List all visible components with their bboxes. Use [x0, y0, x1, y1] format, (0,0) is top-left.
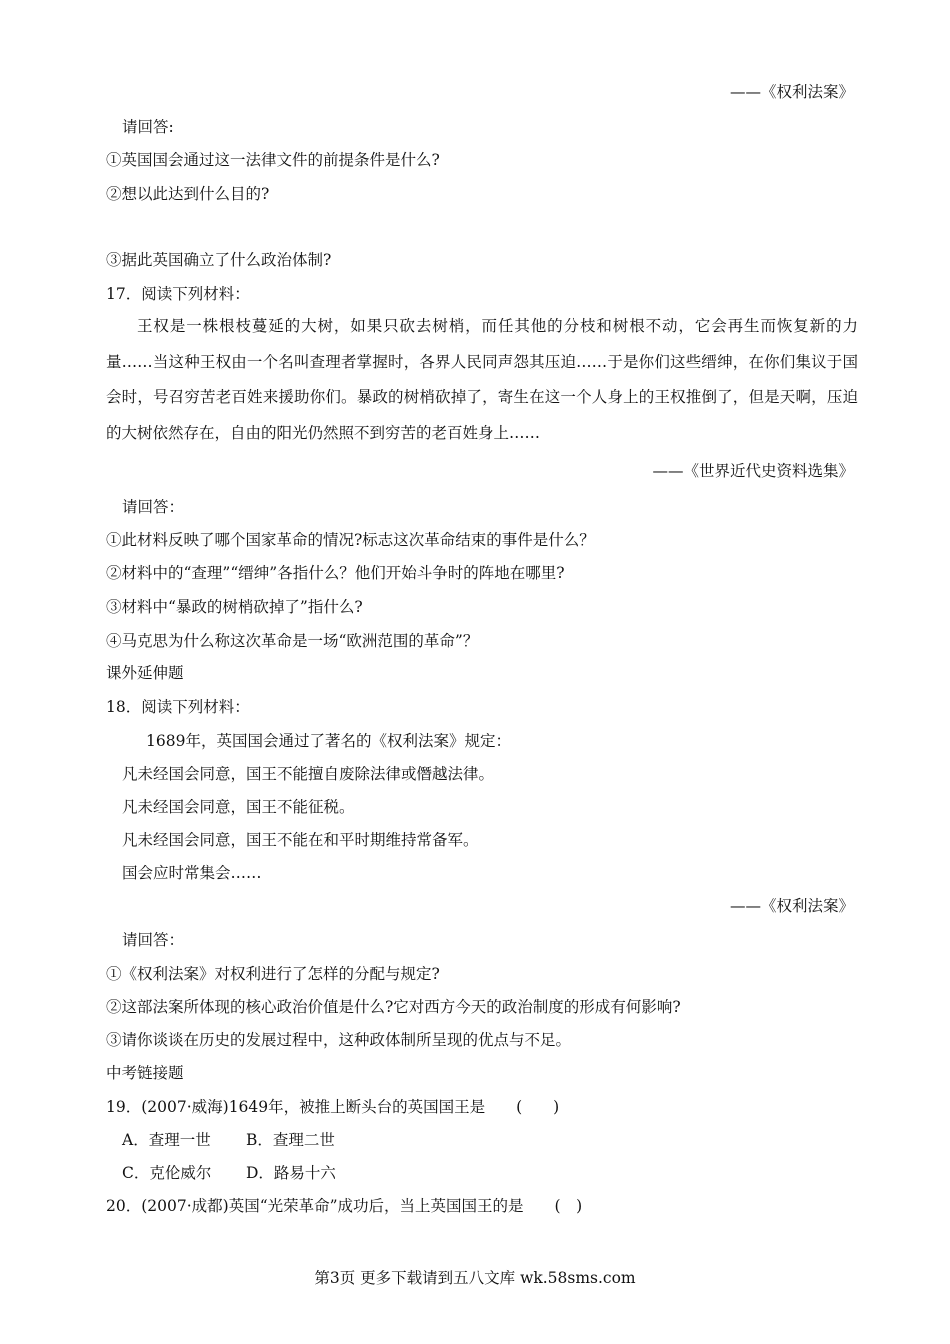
q18-item-3: ③请你谈谈在历史的发展过程中，这种政体制所呈现的优点与不足。 [106, 1031, 572, 1049]
source-citation-1: ——《权利法案》 [729, 83, 854, 101]
q18-line-3: 凡未经国会同意，国王不能征税。 [122, 798, 355, 816]
q17-item-1: ①此材料反映了哪个国家革命的情况?标志这次革命结束的事件是什么？ [106, 531, 595, 549]
q19-option-a: A．查理一世 [122, 1131, 211, 1149]
q16-item-2: ②想以此达到什么目的? [106, 185, 270, 203]
q19-stem: 19．(2007·威海)1649年，被推上断头台的英国国王是 ( ) [106, 1098, 560, 1116]
q19-option-d: D．路易十六 [246, 1164, 336, 1182]
q18-prompt: 请回答： [122, 931, 185, 949]
q17-item-2: ②材料中的“查理”“缙绅”各指什么？他们开始斗争时的阵地在哪里? [106, 564, 565, 582]
q18-source: ——《权利法案》 [729, 897, 854, 915]
q16-item-3: ③据此英国确立了什么政治体制? [106, 251, 332, 269]
q17-item-3: ③材料中“暴政的树梢砍掉了”指什么? [106, 598, 363, 616]
q17-title: 17．阅读下列材料： [106, 285, 250, 303]
page-footer: 第3页 更多下载请到五八文库 wk.58sms.com [314, 1269, 636, 1287]
q20-stem: 20．(2007·成都)英国“光荣革命”成功后，当上英国国王的是 ( ) [106, 1197, 583, 1215]
q17-prompt: 请回答： [122, 498, 185, 516]
q18-title: 18．阅读下列材料： [106, 698, 250, 716]
q16-prompt: 请回答: [122, 118, 174, 136]
q18-line-2: 凡未经国会同意，国王不能擅自废除法律或僭越法律。 [122, 765, 495, 783]
q18-item-1: ①《权利法案》对权利进行了怎样的分配与规定? [106, 965, 440, 983]
q17-source: ——《世界近代史资料选集》 [652, 462, 854, 480]
q17-passage: 王权是一株根枝蔓延的大树，如果只砍去树梢，而任其他的分枝和树根不动，它会再生而恢复新的力量……当这种王权由一个名叫查理者掌握时，各界人民同声怨其压迫……于是你们这些缙绅，在你们集议于国会时，号召穷苦老百姓来援助你们。暴政的树梢砍掉了，寄生在这一个人身上的王权推倒了，但是天啊，压迫的大树依然存在，自由的阳光仍然照不到穷苦的老百姓身上…… [106, 317, 858, 442]
section-extension: 课外延伸题 [106, 664, 184, 682]
q18-line-1: 1689年，英国国会通过了著名的《权利法案》规定： [146, 732, 511, 750]
q19-option-c: C．克伦威尔 [122, 1164, 212, 1182]
section-exam: 中考链接题 [106, 1064, 184, 1082]
q16-item-1: ①英国国会通过这一法律文件的前提条件是什么? [106, 151, 440, 169]
q17-item-4: ④马克思为什么称这次革命是一场“欧洲范围的革命”？ [106, 632, 479, 650]
q18-line-4: 凡未经国会同意，国王不能在和平时期维持常备军。 [122, 831, 479, 849]
q18-item-2: ②这部法案所体现的核心政治价值是什么?它对西方今天的政治制度的形成有何影响? [106, 998, 681, 1016]
q18-line-5: 国会应时常集会…… [122, 864, 262, 882]
q19-option-b: B．查理二世 [246, 1131, 335, 1149]
